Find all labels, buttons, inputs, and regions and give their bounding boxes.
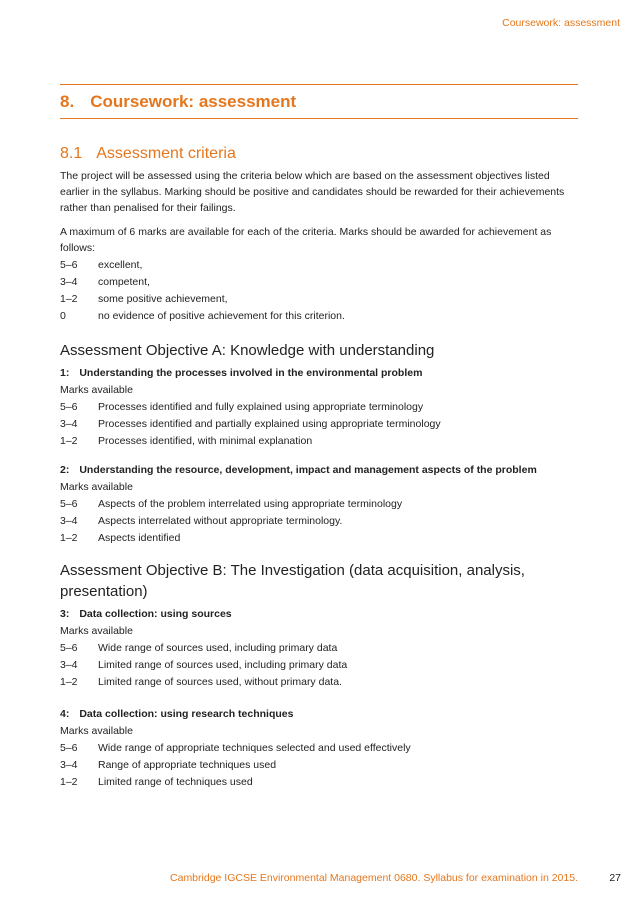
level-description: Limited range of sources used, without primary data. xyxy=(98,676,342,688)
mark-label: some positive achievement, xyxy=(98,292,228,305)
criterion-4 xyxy=(60,706,580,791)
list-item xyxy=(60,290,345,307)
criterion-1 xyxy=(60,365,580,450)
table-row xyxy=(60,530,580,547)
mark-range: 5–6 xyxy=(60,401,78,413)
running-header: Coursework: assessment xyxy=(502,17,620,29)
chapter-title-text: Coursework: assessment xyxy=(90,92,297,111)
list-item xyxy=(60,256,345,273)
criterion-title-text: Data collection: using research techniques xyxy=(79,708,294,720)
table-row xyxy=(60,399,580,416)
mark-label: competent, xyxy=(98,275,150,288)
chapter-title xyxy=(60,92,296,112)
table-row xyxy=(60,774,580,791)
criterion-title-text: Understanding the resource, development, impact and management aspects of the problem xyxy=(79,464,537,476)
mark-range: 1–2 xyxy=(60,292,78,305)
table-row xyxy=(60,757,580,774)
criterion-number: 4: xyxy=(60,708,70,720)
criterion-title-text: Understanding the processes involved in the environmental problem xyxy=(79,367,423,379)
mark-range: 3–4 xyxy=(60,275,78,288)
list-item xyxy=(60,307,345,324)
criterion-3 xyxy=(60,606,580,691)
marks-available-label: Marks available xyxy=(60,384,133,396)
mark-range: 1–2 xyxy=(60,776,78,788)
mark-scale-list xyxy=(60,256,345,324)
objective-b-heading: Assessment Objective B: The Investigation (data acquisition, analysis, presentation) xyxy=(60,562,525,600)
table-row xyxy=(60,416,580,433)
mark-range: 3–4 xyxy=(60,659,78,671)
criterion-title xyxy=(60,606,580,623)
mark-range: 5–6 xyxy=(60,742,78,754)
chapter-rule-top xyxy=(60,84,578,85)
mark-range: 3–4 xyxy=(60,418,78,430)
footer-text: Cambridge IGCSE Environmental Management 0680. Syllabus for examination in 2015. xyxy=(170,872,578,884)
table-row xyxy=(60,740,580,757)
mark-range: 3–4 xyxy=(60,515,78,527)
criterion-2 xyxy=(60,462,580,547)
mark-label: no evidence of positive achievement for this criterion. xyxy=(98,309,345,322)
section-title xyxy=(60,145,236,163)
level-description: Processes identified and partially explained using appropriate terminology xyxy=(98,418,441,430)
mark-range: 5–6 xyxy=(60,498,78,510)
level-description: Wide range of appropriate techniques selected and used effectively xyxy=(98,742,411,754)
chapter-number: 8. xyxy=(60,92,75,111)
mark-range: 1–2 xyxy=(60,532,78,544)
chapter-rule-bottom xyxy=(60,118,578,119)
level-description: Processes identified, with minimal explanation xyxy=(98,435,313,447)
section-number: 8.1 xyxy=(60,145,83,162)
objective-a-heading: Assessment Objective A: Knowledge with understanding xyxy=(60,342,435,359)
marks-available-label: Marks available xyxy=(60,625,133,637)
marks-available-label: Marks available xyxy=(60,725,133,737)
level-description: Wide range of sources used, including primary data xyxy=(98,642,338,654)
intro-paragraph-2: A maximum of 6 marks are available for each of the criteria. Marks should be awarded for achievement as follows: xyxy=(60,226,552,254)
criterion-title xyxy=(60,706,580,723)
level-description: Limited range of sources used, including primary data xyxy=(98,659,348,671)
level-description: Aspects identified xyxy=(98,532,181,544)
criterion-title xyxy=(60,365,580,382)
table-row xyxy=(60,513,580,530)
table-row xyxy=(60,496,580,513)
criterion-number: 1: xyxy=(60,367,70,379)
level-description: Limited range of techniques used xyxy=(98,776,253,788)
table-row xyxy=(60,674,580,691)
mark-range: 5–6 xyxy=(60,258,78,271)
mark-range: 5–6 xyxy=(60,642,78,654)
level-description: Aspects of the problem interrelated using appropriate terminology xyxy=(98,498,403,510)
mark-range: 1–2 xyxy=(60,435,78,447)
table-row xyxy=(60,433,580,450)
criterion-number: 2: xyxy=(60,464,70,476)
table-row xyxy=(60,657,580,674)
level-description: Aspects interrelated without appropriate terminology. xyxy=(98,515,343,527)
mark-range: 0 xyxy=(60,309,66,322)
table-row xyxy=(60,640,580,657)
mark-range: 1–2 xyxy=(60,676,78,688)
criterion-number: 3: xyxy=(60,608,70,620)
criterion-title xyxy=(60,462,580,479)
level-description: Range of appropriate techniques used xyxy=(98,759,277,771)
level-description: Processes identified and fully explained using appropriate terminology xyxy=(98,401,424,413)
page-number: 27 xyxy=(609,872,621,884)
mark-label: excellent, xyxy=(98,258,143,271)
mark-range: 3–4 xyxy=(60,759,78,771)
marks-available-label: Marks available xyxy=(60,481,133,493)
list-item xyxy=(60,273,345,290)
section-title-text: Assessment criteria xyxy=(96,145,236,162)
intro-paragraph-1: The project will be assessed using the criteria below which are based on the assessment objectives listed earlier in the syllabus. Marking should be positive and candidates should be rewarded for their achievements rather than penalised for their failings. xyxy=(60,170,565,214)
criterion-title-text: Data collection: using sources xyxy=(79,608,232,620)
